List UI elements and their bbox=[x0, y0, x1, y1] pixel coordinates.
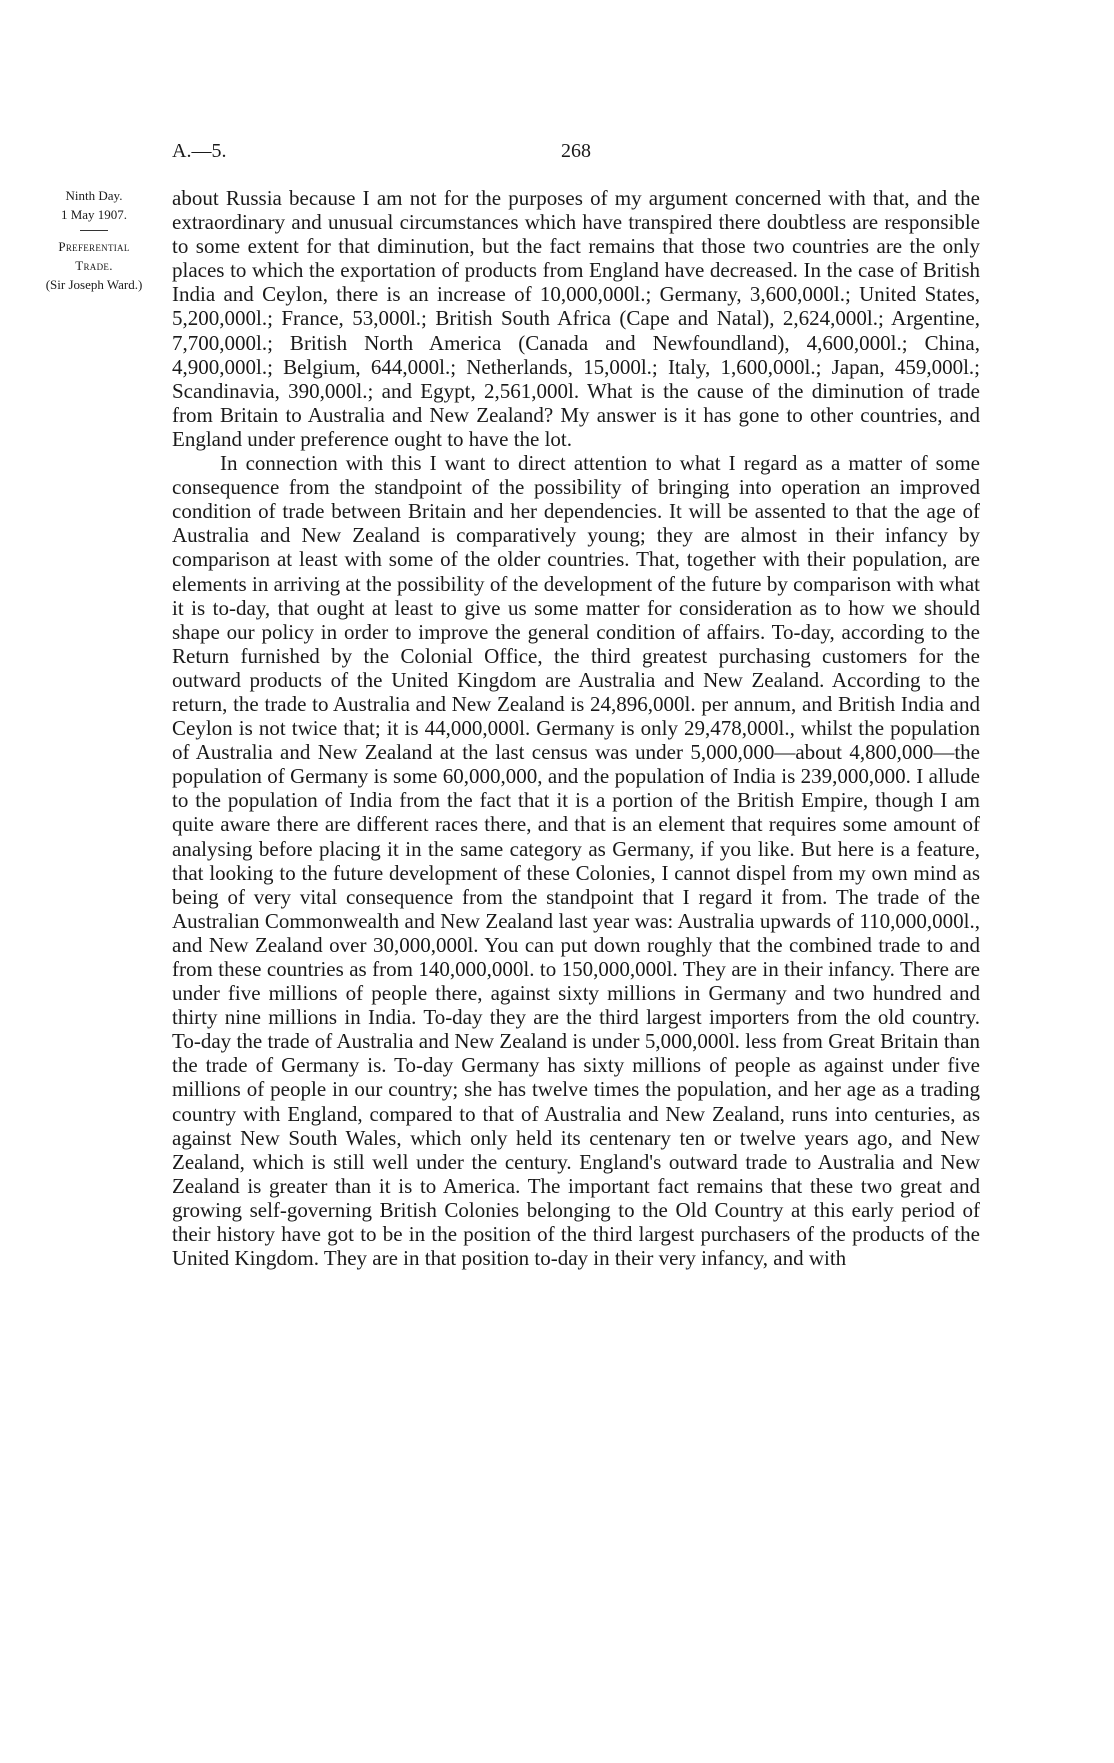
margin-subject: Preferential Trade. bbox=[58, 239, 130, 273]
page-number: 268 bbox=[561, 140, 591, 162]
margin-date: 1 May 1907. bbox=[60, 207, 128, 222]
paragraph-1: about Russia because I am not for the purposes of my argument concerned with that, and the extraordinary and unusual circumstances which have transpired there doubtless are responsible to some extent for that diminution, but the fact remains that those two countries are the only places to which the exportation of products from England have decreased. In the case of British India and Ceylon, there is an increase of 10,000,000l.; Germany, 3,600,000l.; United States, 5,200,000l.; France, 53,000l.; British South Africa (Cape and Natal), 2,624,000l.; Argentine, 7,700,000l.; British North America (Canada and Newfoundland), 4,600,000l.; China, 4,900,000l.; Belgium, 644,000l.; Netherlands, 15,000l.; Italy, 1,600,000l.; Japan, 459,000l.; Scandinavia, 390,000l.; and Egypt, 2,561,000l. What is the cause of the diminution of trade from Britain to Australia and New Zealand? My answer is it has gone to other countries, and England under preference ought to have the lot. bbox=[172, 186, 980, 451]
margin-divider bbox=[80, 230, 108, 231]
margin-day: Ninth Day. bbox=[65, 188, 123, 203]
margin-note bbox=[40, 186, 148, 294]
document-code: A.—5. bbox=[172, 140, 227, 162]
paragraph-2: In connection with this I want to direct attention to what I regard as a matter of some consequence from the standpoint of the possibility of bringing into operation an improved condition of trade between Britain and her dependencies. It will be assented to that the age of Australia and New Zealand is comparatively young; they are almost in their infancy by comparison at least with some of the older countries. That, together with their population, are elements in arriving at the possibility of the development of the future by comparison with what it is to-day, that ought at least to give us some matter for consideration as to how we should shape our policy in order to improve the general condition of affairs. To-day, according to the Return furnished by the Colonial Office, the third greatest purchasing customers for the outward products of the United Kingdom are Australia and New Zealand. According to the return, the trade to Australia and New Zealand is 24,896,000l. per annum, and British India and Ceylon is not twice that; it is 44,000,000l. Germany is only 29,478,000l., whilst the population of Australia and New Zealand at the last census was under 5,000,000—about 4,800,000—the population of Germany is some 60,000,000, and the population of India is 239,000,000. I allude to the population of India from the fact that it is a portion of the British Empire, though I am quite aware there are different races there, and that is an element that requires some amount of analysing before placing it in the same category as Germany, if you like. But here is a feature, that looking to the future development of these Colonies, I cannot dispel from my own mind as being of very vital consequence from the standpoint that I regard it from. The trade of the Australian Commonwealth and New Zealand last year was: Australia upwards of 110,000,000l., and New Zealand over 30,000,000l. You can put down roughly that the combined trade to and from these countries as from 140,000,000l. to 150,000,000l. They are in their infancy. There are under five millions of people there, against sixty millions in Germany and two hundred and thirty nine millions in India. To-day they are the third largest importers from the old country. To-day the trade of Australia and New Zealand is under 5,000,000l. less from Great Britain than the trade of Germany is. To-day Germany has sixty millions of people as against under five millions of people in our country; she has twelve times the population, and her age as a trading country with England, compared to that of Australia and New Zealand, runs into centuries, as against New South Wales, which only held its centenary ten or twelve years ago, and New Zealand, which is still well under the century. England's outward trade to Australia and New Zealand is greater than it is to America. The important fact remains that these two great and growing self-governing British Colonies belonging to the Old Country at this early period of their history have got to be in the position of the third largest purchasers of the products of the United Kingdom. They are in that position to-day in their very infancy, and with bbox=[172, 451, 980, 1271]
page-header bbox=[172, 140, 980, 170]
margin-speaker: (Sir Joseph Ward.) bbox=[45, 277, 143, 292]
main-text bbox=[172, 186, 980, 1270]
